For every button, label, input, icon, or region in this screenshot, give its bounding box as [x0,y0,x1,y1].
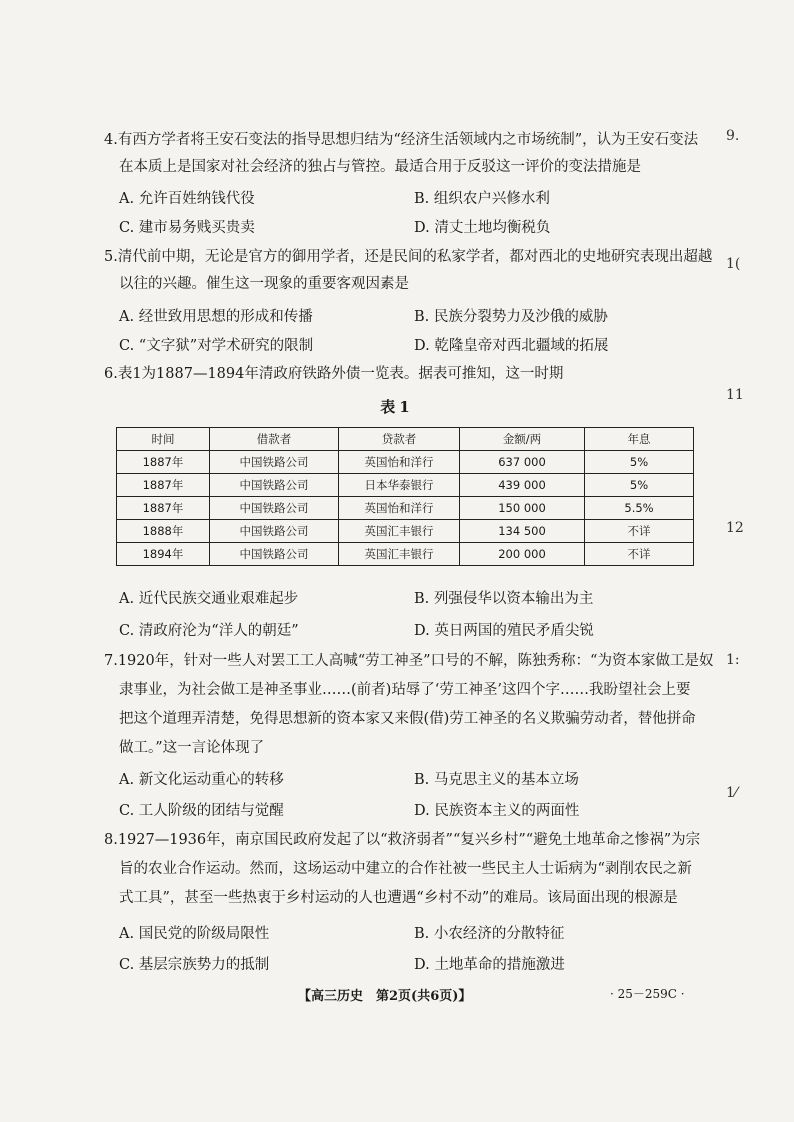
q8-stem-line-2: 旨的农业合作运动。然而，这场运动中建立的合作社被一些民主人士诟病为“剥削农民之新 [119,861,692,877]
question-7 [104,647,713,763]
q7-stem-line-2: 隶事业，为社会做工是神圣事业……(前者)玷辱了‘劳工神圣’这四个字……我盼望社会上要 [119,682,691,698]
table-cell: 134 500 [460,520,585,543]
q6-option-d[interactable]: D. 英日两国的殖民矛盾尖锐 [414,623,594,639]
q5-option-a[interactable]: A. 经世致用思想的形成和传播 [119,309,313,325]
table-row [117,474,694,497]
q5-option-b[interactable]: B. 民族分裂势力及沙俄的威胁 [414,309,608,325]
q4-option-d[interactable]: D. 清丈土地均衡税负 [414,220,551,236]
table-cell: 439 000 [460,474,585,497]
page-footer: 【高三历史 第2页(共6页)】 [298,989,472,1004]
table-cell: 5.5% [585,497,694,520]
table-cell: 中国铁路公司 [210,497,339,520]
q4-option-b[interactable]: B. 组织农户兴修水利 [414,191,550,207]
q8-option-b[interactable]: B. 小农经济的分散特征 [414,926,565,942]
q5-stem-line-1: 5.清代前中期，无论是官方的御用学者，还是民间的私家学者，都对西北的史地研究表现出超越 [104,249,713,265]
q6-option-a[interactable]: A. 近代民族交通业艰难起步 [119,591,299,607]
table-cell: 英国汇丰银行 [339,520,460,543]
table-header-cell: 金额/两 [460,428,585,451]
q7-stem-line-4: 做工。”这一言论体现了 [119,740,265,756]
q5-stem-line-2: 以往的兴趣。催生这一现象的重要客观因素是 [119,276,409,292]
q4-stem-line-2: 在本质上是国家对社会经济的独占与管控。最适合用于反驳这一评价的变法措施是 [119,159,641,175]
table-cell: 5% [585,474,694,497]
table-cell: 不详 [585,520,694,543]
table-row [117,497,694,520]
table-cell: 不详 [585,543,694,566]
right-edge-number: 12 [726,520,744,536]
q8-option-a[interactable]: A. 国民党的阶级局限性 [119,926,270,942]
q8-stem-line-1: 8.1927—1936年，南京国民政府发起了以“救济弱者”“复兴乡村”“避免土地革命之惨祸”为宗 [104,832,701,848]
table-title: 表1 [380,398,414,416]
table-cell: 150 000 [460,497,585,520]
table-header-cell: 年息 [585,428,694,451]
q4-option-c[interactable]: C. 建市易务贱买贵卖 [119,220,255,236]
right-edge-number: 1( [726,256,741,272]
right-edge-number: 11 [726,387,744,403]
q7-stem-line-1: 7.1920年，针对一些人对罢工工人高喊“劳工神圣”口号的不解，陈独秀称：“为资本家做工是奴 [104,653,714,669]
q7-option-d[interactable]: D. 民族资本主义的两面性 [414,803,580,819]
q4-option-a[interactable]: A. 允许百姓纳钱代役 [119,191,255,207]
railway-loan-table [116,427,694,566]
q8-option-d[interactable]: D. 土地革命的措施激进 [414,957,565,973]
right-edge-number: 9. [726,128,740,144]
question-4 [104,127,698,181]
q6-option-b[interactable]: B. 列强侵华以资本输出为主 [414,591,594,607]
q8-stem-line-3: 式工具”，甚至一些热衷于乡村运动的人也遭遇“乡村不动”的难局。该局面出现的根源是 [119,890,678,906]
table-cell: 1887年 [117,474,210,497]
table-cell: 日本华泰银行 [339,474,460,497]
table-cell: 637 000 [460,451,585,474]
q6-stem-line-1: 6.表1为1887—1894年清政府铁路外债一览表。据表可推知，这一时期 [104,366,564,382]
q5-option-c[interactable]: C. “文字狱”对学术研究的限制 [119,338,314,354]
table-cell: 1894年 [117,543,210,566]
table-header-cell: 借款者 [210,428,339,451]
question-6 [104,361,563,388]
right-edge-number: 1: [726,652,740,668]
q7-option-c[interactable]: C. 工人阶级的团结与觉醒 [119,803,284,819]
table-header-row [117,428,694,451]
q4-stem-line-1: 4.有西方学者将王安石变法的指导思想归结为“经济生活领域内之市场统制”，认为王安石变法 [104,132,699,148]
q5-option-d[interactable]: D. 乾隆皇帝对西北疆域的拓展 [414,338,609,354]
table-cell: 1887年 [117,451,210,474]
table-row [117,520,694,543]
table-cell: 中国铁路公司 [210,543,339,566]
q6-option-c[interactable]: C. 清政府沦为“洋人的朝廷” [119,623,299,639]
table-row [117,543,694,566]
table-cell: 1887年 [117,497,210,520]
table-cell: 1888年 [117,520,210,543]
question-8 [104,826,700,913]
table-cell: 中国铁路公司 [210,451,339,474]
table-cell: 5% [585,451,694,474]
q7-stem-line-3: 把这个道理弄清楚，免得思想新的资本家又来假(借)劳工神圣的名义欺骗劳动者，替他拼命 [119,711,696,727]
table-cell: 中国铁路公司 [210,520,339,543]
right-edge-number: 1⁄ [726,785,738,801]
table-cell: 200 000 [460,543,585,566]
question-5 [104,244,712,298]
q8-option-c[interactable]: C. 基层宗族势力的抵制 [119,957,270,973]
table-header-cell: 时间 [117,428,210,451]
table-header-cell: 贷款者 [339,428,460,451]
table-cell: 英国汇丰银行 [339,543,460,566]
q7-option-b[interactable]: B. 马克思主义的基本立场 [414,772,579,788]
table-row [117,451,694,474]
table-cell: 英国怡和洋行 [339,451,460,474]
table-cell: 中国铁路公司 [210,474,339,497]
table-cell: 英国怡和洋行 [339,497,460,520]
exam-code: · 25－259C · [610,987,685,1001]
q7-option-a[interactable]: A. 新文化运动重心的转移 [119,772,284,788]
